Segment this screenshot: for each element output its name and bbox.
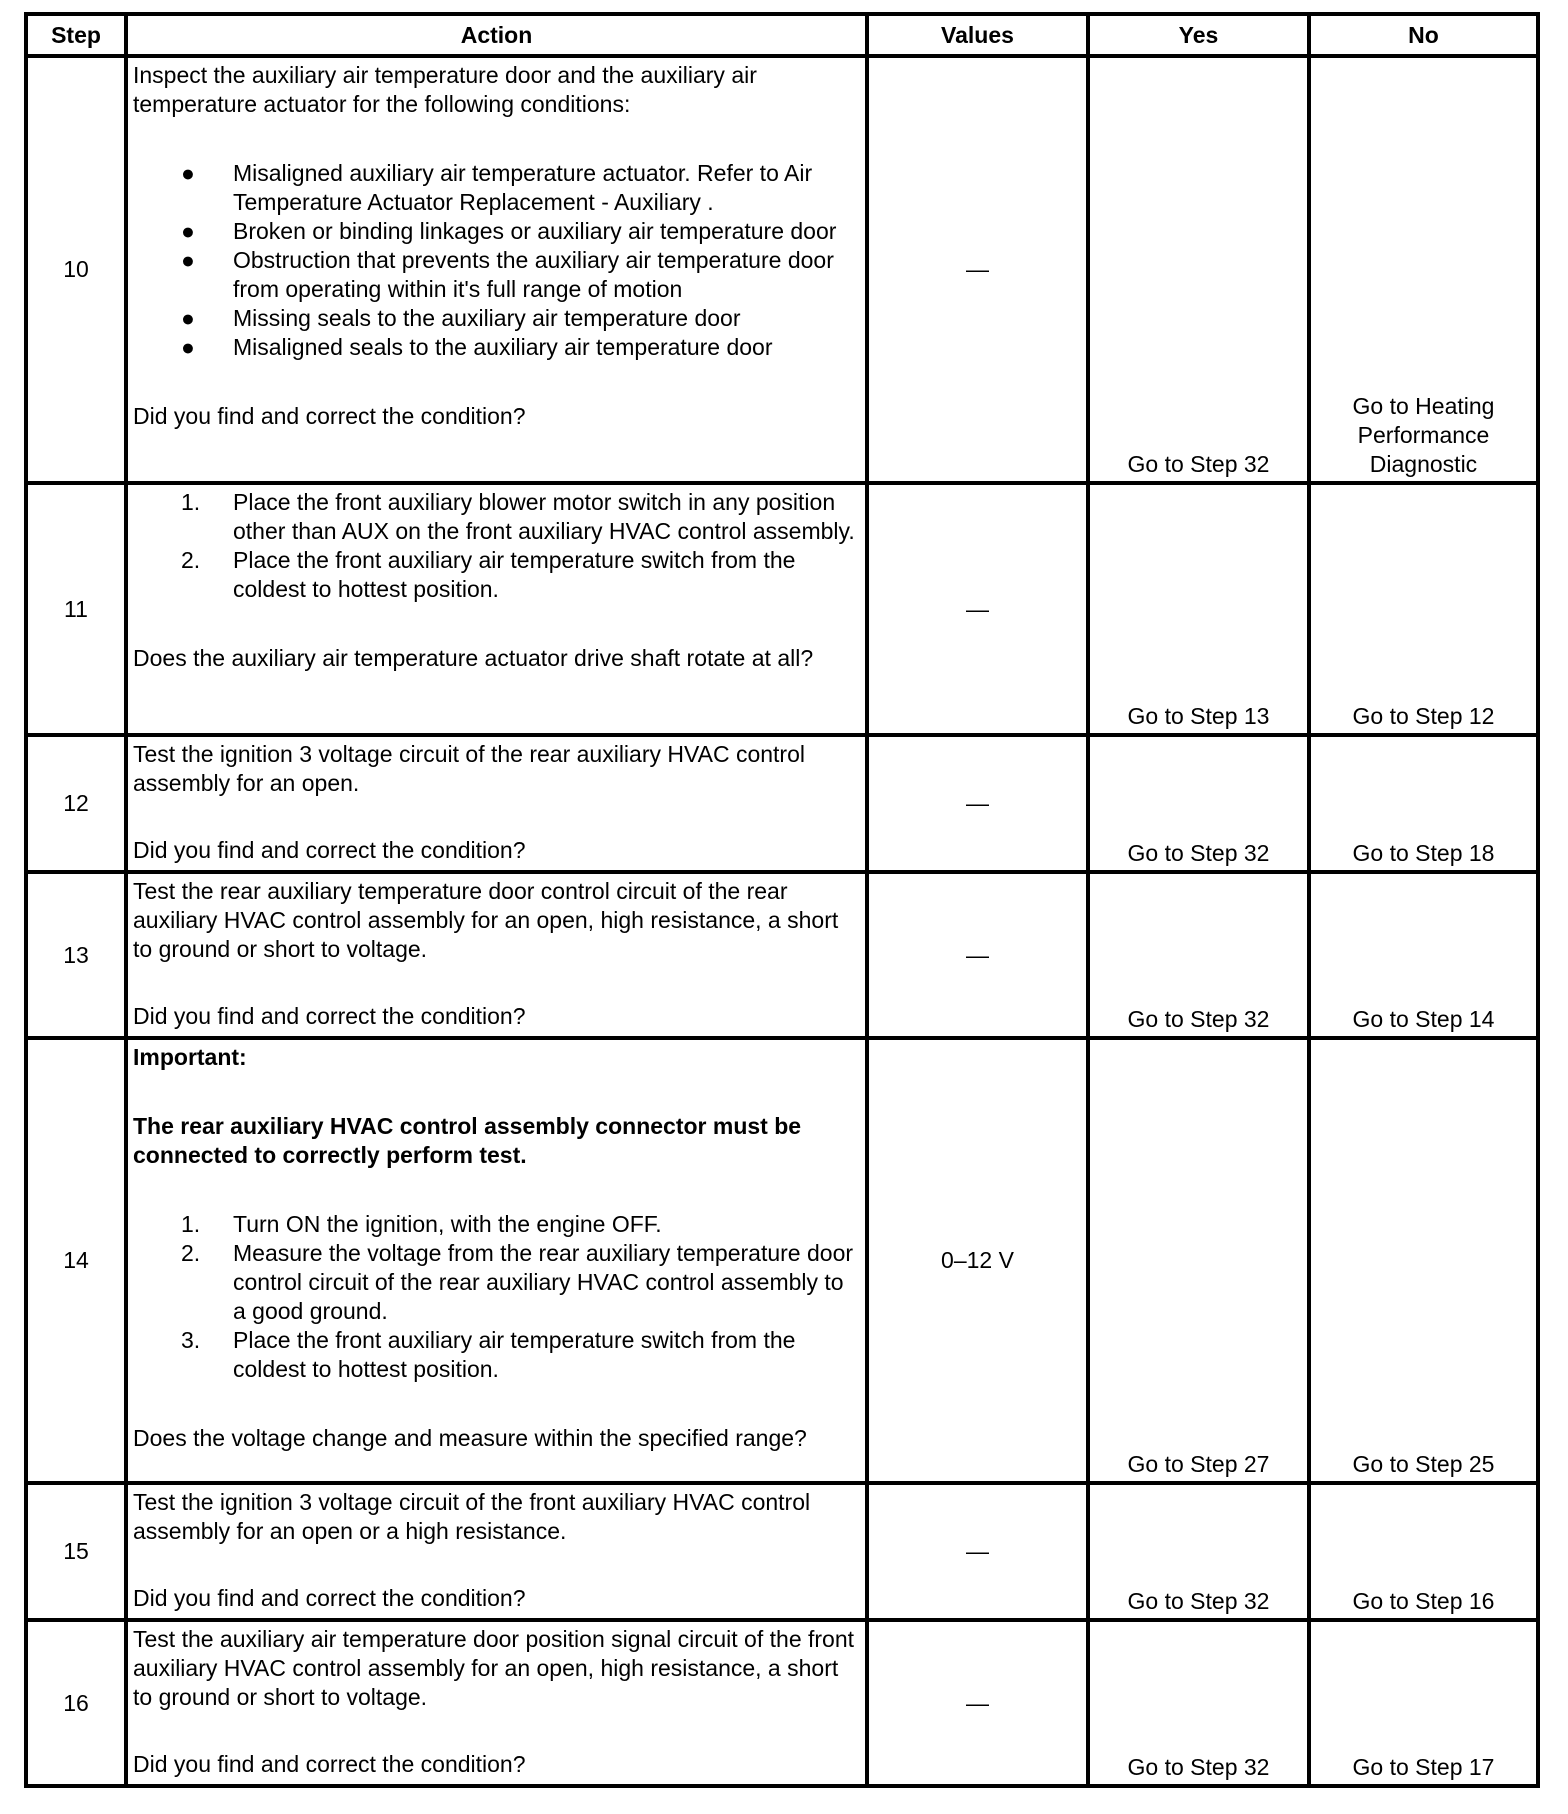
header-action: Action [126, 14, 867, 56]
header-step: Step [26, 14, 126, 56]
yes-cell: Go to Step 32 [1088, 872, 1309, 1038]
step-number: 16 [26, 1620, 126, 1786]
values-cell: — [867, 735, 1088, 872]
procedure-list [133, 1210, 857, 1384]
list-item: ● Broken or binding linkages or auxiliary air temperature door [181, 218, 837, 244]
table-row [26, 56, 1538, 483]
action-question: Did you find and correct the condition? [133, 1003, 526, 1029]
values-cell: — [867, 1620, 1088, 1786]
step-number: 10 [26, 56, 126, 483]
list-item: 1. Place the front auxiliary blower motor switch in any position other than AUX on the front auxiliary HVAC control assembly. [181, 489, 855, 544]
yes-cell: Go to Step 32 [1088, 1620, 1309, 1786]
list-item: ● Misaligned seals to the auxiliary air temperature door [181, 334, 773, 360]
condition-list [133, 159, 857, 362]
no-cell: Go to Step 16 [1309, 1483, 1538, 1620]
action-cell [126, 1483, 867, 1620]
list-item: ● Misaligned auxiliary air temperature actuator. Refer to Air Temperature Actuator Replacement - Auxiliary . [181, 160, 813, 215]
table-row [26, 483, 1538, 735]
no-cell: Go to Heating Performance Diagnostic [1309, 56, 1538, 483]
list-item: 1. Turn ON the ignition, with the engine OFF. [181, 1211, 662, 1237]
action-cell [126, 735, 867, 872]
action-cell [126, 56, 867, 483]
header-no: No [1309, 14, 1538, 56]
no-cell: Go to Step 14 [1309, 872, 1538, 1038]
list-item: ● Obstruction that prevents the auxiliary air temperature door from operating within it's full range of motion [181, 247, 834, 302]
no-cell: Go to Step 17 [1309, 1620, 1538, 1786]
action-intro: Test the ignition 3 voltage circuit of the rear auxiliary HVAC control assembly for an open. [133, 741, 805, 796]
yes-cell: Go to Step 32 [1088, 56, 1309, 483]
action-question: Does the auxiliary air temperature actuator drive shaft rotate at all? [133, 645, 814, 671]
no-cell: Go to Step 25 [1309, 1038, 1538, 1483]
action-question: Does the voltage change and measure within the specified range? [133, 1425, 807, 1451]
action-cell [126, 1620, 867, 1786]
values-cell: — [867, 483, 1088, 735]
yes-cell: Go to Step 27 [1088, 1038, 1309, 1483]
no-cell: Go to Step 12 [1309, 483, 1538, 735]
action-intro: Test the rear auxiliary temperature door control circuit of the rear auxiliary HVAC control assembly for an open, high resistance, a short to ground or short to voltage. [133, 878, 839, 962]
list-item: 2. Place the front auxiliary air temperature switch from the coldest to hottest position. [181, 547, 796, 602]
action-question: Did you find and correct the condition? [133, 1751, 526, 1777]
no-cell: Go to Step 18 [1309, 735, 1538, 872]
header-yes: Yes [1088, 14, 1309, 56]
step-number: 12 [26, 735, 126, 872]
table-row [26, 735, 1538, 872]
step-number: 15 [26, 1483, 126, 1620]
yes-cell: Go to Step 32 [1088, 1483, 1309, 1620]
action-question: Did you find and correct the condition? [133, 1585, 526, 1611]
list-item: ● Missing seals to the auxiliary air temperature door [181, 305, 741, 331]
action-intro: Test the ignition 3 voltage circuit of the front auxiliary HVAC control assembly for an open or a high resistance. [133, 1489, 811, 1544]
action-cell [126, 483, 867, 735]
list-item: 3. Place the front auxiliary air temperature switch from the coldest to hottest position. [181, 1327, 796, 1382]
values-cell: — [867, 872, 1088, 1038]
yes-cell: Go to Step 13 [1088, 483, 1309, 735]
procedure-list [133, 488, 857, 604]
values-cell: — [867, 1483, 1088, 1620]
action-intro: Inspect the auxiliary air temperature door and the auxiliary air temperature actuator for the following conditions: [133, 62, 757, 117]
action-question: Did you find and correct the condition? [133, 837, 526, 863]
step-number: 13 [26, 872, 126, 1038]
action-cell [126, 1038, 867, 1483]
important-label: Important: [133, 1044, 247, 1070]
header-values: Values [867, 14, 1088, 56]
list-item: 2. Measure the voltage from the rear auxiliary temperature door control circuit of the rear auxiliary HVAC control assembly to a good ground. [181, 1240, 854, 1324]
action-intro: Test the auxiliary air temperature door position signal circuit of the front auxiliary HVAC control assembly for an open, high resistance, a short to ground or short to voltage. [133, 1626, 855, 1710]
values-cell: — [867, 56, 1088, 483]
header-row [26, 14, 1538, 56]
action-cell [126, 872, 867, 1038]
step-number: 11 [26, 483, 126, 735]
important-note: The rear auxiliary HVAC control assembly connector must be connected to correctly perform test. [133, 1113, 802, 1168]
table-row [26, 872, 1538, 1038]
table-row [26, 1483, 1538, 1620]
yes-cell: Go to Step 32 [1088, 735, 1309, 872]
action-question: Did you find and correct the condition? [133, 403, 526, 429]
table-row [26, 1038, 1538, 1483]
table-row [26, 1620, 1538, 1786]
values-cell: 0–12 V [867, 1038, 1088, 1483]
step-number: 14 [26, 1038, 126, 1483]
diagnostic-table [24, 12, 1540, 1788]
